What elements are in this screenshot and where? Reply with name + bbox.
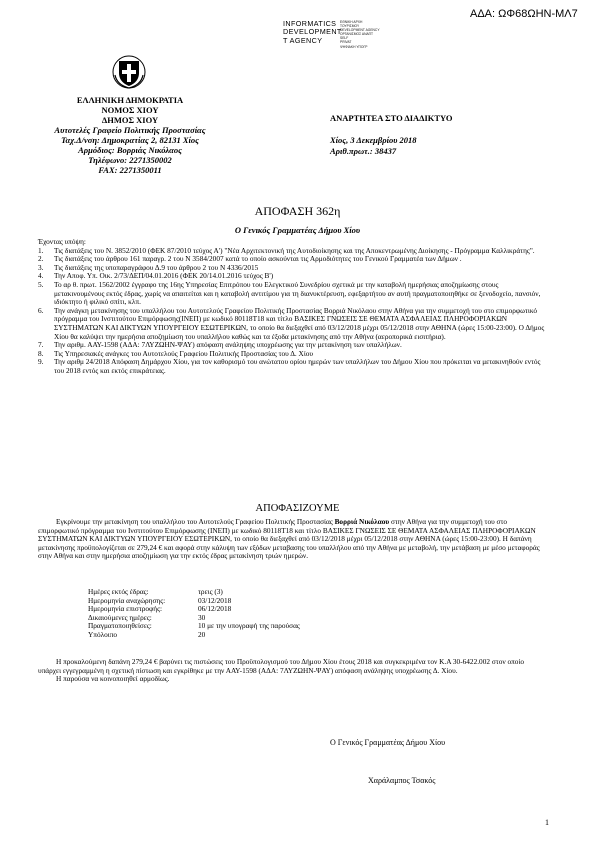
detail-row [88, 622, 300, 631]
considerations-list [38, 247, 548, 376]
phone-line: Τηλέφωνο: 2271350002 [88, 155, 172, 165]
agency-small-line: ΟΡΓΑΝΙΣΜΟΣ ΑΝΑΠΤ [340, 32, 374, 37]
detail-key: Υπόλοιπο [88, 629, 118, 639]
header-right [330, 113, 453, 157]
decide-heading: ΑΠΟΦΑΣΙΖΟΥΜΕ [255, 503, 340, 514]
item-number: 3. [38, 262, 44, 272]
consideration-item [38, 281, 548, 307]
posted-label: ΑΝΑΡΤΗΤΕΑ ΣΤΟ ΔΙΑΔΙΚΤΥΟ [330, 113, 453, 123]
agency-small-line: PRIVAT [340, 40, 352, 45]
document-date: Χίος, 3 Δεκεμβρίου 2018 [330, 135, 417, 145]
agency-line: T AGENCY [283, 35, 323, 45]
item-text: Την ανάγκη μετακίνησης του υπαλλήλου του Αυτοτελούς Γραφείου Πολιτικής Προστασίας Βορριά Νικόλαου στην Αθήνα για την συμμετοχή του στο επιμορφωτικό πρόγραμμα του Ινστιτούτου Επιμόρφωσης(ΙΝΕΠ) με κωδικό 80118Τ18 και τίτλο ΒΑΣΙΚΕΣ ΓΝΩΣΕΙΣ ΣΕ ΘΕΜΑΤΑ ΑΣΦΑΛΕΙΑΣ ΠΛΗΡΟΦΟΡΙΑΚΩΝ ΣΥΣΤΗΜΑΤΩΝ ΚΑΙ ΔΙΚΤΥΩΝ ΥΠΟΥΡΓΕΙΟΥ ΕΣΩΤΕΡΙΚΩΝ, το οποίο θα διεξαχθεί από 03/12/2018 μέχρι 05/12/2018 στην ΑΘΗΝΑ (ώρες 15:00-23:00). Ο Δήμος Χίου θα καλύψει την ημερήσια αποζημίωση του υπαλλήλου καθώς και τα έξοδα μετακίνησης από την Αθήνα (αεροπορικά εισιτήρια). [54, 305, 545, 341]
detail-value: 03/12/2018 [198, 595, 232, 605]
trip-details [88, 588, 300, 640]
item-number: 7. [38, 340, 44, 350]
item-text: Την αριθμ 24/2018 Απόφαση Δημάρχου Χίου, για τον καθορισμό του ανώτατου ορίου ημερών των υπαλλήλων του Δήμου Χίου που πρόκειται να μετακινηθούν εντός του 2018 εντός και εκτός επικράτειας. [54, 357, 541, 375]
item-text: Τις διατάξεις της υποπαραγράφου Δ.9 του άρθρου 2 του Ν 4336/2015 [54, 262, 259, 272]
contact-person-line: Αρμόδιος: Βορριάς Νικόλαος [78, 145, 182, 155]
fax-line: FAX: 2271350011 [98, 165, 162, 175]
consideration-item [38, 358, 548, 375]
agency-small-line: SELF [340, 36, 349, 41]
greek-emblem-icon [112, 55, 146, 89]
item-text: Το αρ θ. πρωτ. 1562/2002 έγγραφο της 16ης Υπηρεσίας Επιτρόπου του Ελεγκτικού Συνεδρίου σχετικά με την καταβολή ημερήσιας αποζημίωσης στους μετακινουμένους εκτός έδρας, χωρίς να απαιτείται και η καταβολή αντιτίμου για τη διανυκτέρευση, εφεξαρτήτου αν αυτή πραγματοποιηθήκε σε ξενοδοχείο, πανσιόν, ιδιόκτητο ή φιλικό σπίτι, κλπ. [54, 279, 541, 307]
detail-row [88, 631, 300, 640]
item-text: Τις διατάξεις του άρθρου 161 παραγρ. 2 του Ν 3584/2007 κατά το οποίο ασκούνται τις Αρμοδιότητες του Γενικού Γραμματέα των Δήμων . [54, 254, 462, 264]
detail-value: 06/12/2018 [198, 604, 232, 614]
detail-value: 30 [198, 612, 206, 622]
issuer-block [50, 95, 210, 175]
agency-small-line: ΕΘΝΙΚΗ ΑΡΧΗ [340, 20, 363, 24]
protocol-number: Αριθ.πρωτ.: 38437 [330, 146, 397, 156]
agency-small-line: ΨΗΦΙΑΚΗ ΥΠΟΓΡ [340, 44, 368, 49]
consideration-item [38, 307, 548, 341]
gov-line: ΕΛΛΗΝΙΚΗ ΔΗΜΟΚΡΑΤΙΑ [76, 95, 184, 105]
agency-small-text [340, 20, 380, 49]
item-number: 5. [38, 279, 44, 289]
item-text: Την Αποφ. Υπ. Οικ. 2/73/ΔΕΠ/04.01.2016 (ΦΕΚ 20/14.01.2016 τεύχος Β') [54, 271, 274, 281]
detail-value: 20 [198, 629, 206, 639]
signatory-title: Ο Γενικός Γραμματέας Δήμου Χίου [330, 738, 446, 747]
decision-text-a: Εγκρίνουμε την μετακίνηση του υπαλλήλου του Αυτοτελούς Γραφείου Πολιτικής Προστασίας [56, 517, 335, 526]
item-number: 8. [38, 348, 44, 358]
employee-name: Βορριά Νικόλαου [334, 517, 390, 526]
gov-line: ΝΟΜΟΣ ΧΙΟΥ [101, 105, 159, 115]
decision-paragraph [38, 518, 548, 561]
item-text: Την αριθμ. ΑΑΥ-1598 (ΑΔΑ: 7ΛΥΖΩΗΝ-ΨΑΥ) απόφαση ανάληψης υποχρέωσης για την μετακίνηση των υπαλλήλων. [54, 340, 402, 350]
item-text: Τις διατάξεις του Ν. 3852/2010 (ΦΕΚ 87/2010 τεύχος Α') "Νέα Αρχιτεκτονική της Αυτοδιοίκησης και της Αποκεντρωμένης Διοίκησης - Πρόγραμμα Καλλικράτης". [54, 245, 535, 255]
detail-value: 10 με την υπογραφή της παρούσας [198, 621, 300, 631]
signatory-name: Χαράλαμπος Τσακός [368, 776, 436, 785]
decision-text-b: στην Αθήνα για την συμμετοχή του στο επιμορφωτικό πρόγραμμα του Ινστιτούτου Επιμόρφωσης (ΙΝΕΠ) με κωδικό 80118Τ18 και τίτλο ΒΑΣΙΚΕΣ ΓΝΩΣΕΙΣ ΣΕ ΘΕΜΑΤΑ ΑΣΦΑΛΕΙΑΣ ΠΛΗΡΟΦΟΡΙΑΚΩΝ ΣΥΣΤΗΜΑΤΩΝ ΚΑΙ ΔΙΚΤΥΩΝ ΥΠΟΥΡΓΕΙΟΥ ΕΣΩΤΕΡΙΚΩΝ, το οποίο θα διεξαχθεί από 03/12/2018 μέχρι 05/12/2018 στην ΑΘΗΝΑ (ώρες 15:00-23:00). Η δαπάνη μετακίνησης προϋπολογίζεται σε 279,24 € και αφορά στην κάλυψη των εξόδων μεταβασης του υπαλλήλου από την Αθήνα με μεταβολή, την μετάβαση με μέσο μεταφοράς στην Αθήνα και στην ημερήσια αποζημίωση για την εκτός έδρας μετακίνηση τριών ημερών. [38, 517, 540, 561]
item-number: 6. [38, 305, 44, 315]
decision-subtitle: Ο Γενικός Γραμματέας Δήμου Χίου [234, 225, 361, 235]
agency-line: DEVELOPMENT [283, 27, 342, 37]
detail-value: τρεις (3) [198, 587, 223, 596]
detail-key: Δικαιούμενες ημέρες: [88, 612, 152, 622]
page-number: 1 [545, 818, 549, 827]
item-number: 4. [38, 271, 44, 281]
decision-title: ΑΠΟΦΑΣΗ 362η [254, 204, 341, 218]
gov-line: ΔΗΜΟΣ ΧΙΟΥ [101, 115, 159, 125]
item-number: 2. [38, 254, 44, 264]
address-line: Ταχ.Δ/νση: Δημοκρατίας 2, 82131 Χίος [61, 135, 199, 145]
detail-key: Πραγματοποιηθείσες: [88, 621, 152, 631]
decision-text [38, 518, 548, 561]
ada-code: ΑΔΑ: ΩΦ68ΩΗΝ-ΜΛ7 [470, 8, 578, 20]
agency-small-line: DEVELOPMENT AGENCY [340, 28, 380, 33]
notify-paragraph: Η παρούσα να κοινοποιηθεί αρμοδίως. [56, 674, 170, 684]
agency-small-line: ΤΟΥΡΙΣΜΟΥ [340, 24, 360, 29]
detail-key: Ημερομηνία αναχώρησης: [88, 595, 166, 605]
detail-key: Ημέρες εκτός έδρας: [88, 587, 149, 596]
item-text: Τις Υπηρεσιακές ανάγκες του Αυτοτελούς Γραφείου Πολιτικής Προστασίας του Δ. Χίου [54, 348, 314, 358]
office-line: Αυτοτελές Γραφείο Πολιτικής Προστασίας [54, 125, 206, 135]
closing-text [38, 658, 548, 684]
considering-label: Έχοντας υπόψη: [38, 237, 86, 246]
considerations [38, 238, 548, 376]
agency-logo-text [283, 20, 342, 45]
agency-line: INFORMATICS [283, 19, 337, 28]
detail-key: Ημερομηνία επιστροφής: [88, 604, 162, 614]
item-number: 1. [38, 245, 44, 255]
item-number: 9. [38, 357, 44, 367]
budget-paragraph: Η προκαλούμενη δαπάνη 279,24 € βαρύνει τις πιστώσεις του Προϋπολογισμού του Δήμου Χίου έτους 2018 και συγκεκριμένα τον Κ.Α 30-6422.002 στον οποίο υπάρχει εγγεγραμμένη η σχετική πίστωση και εγκρίθηκε με την ΑΑΥ-1598 (ΑΔΑ: 7ΛΥΖΩΗΝ-ΨΑΥ) απόφαση ανάληψης υποχρέωσης Δ. Χίου. [38, 657, 525, 675]
